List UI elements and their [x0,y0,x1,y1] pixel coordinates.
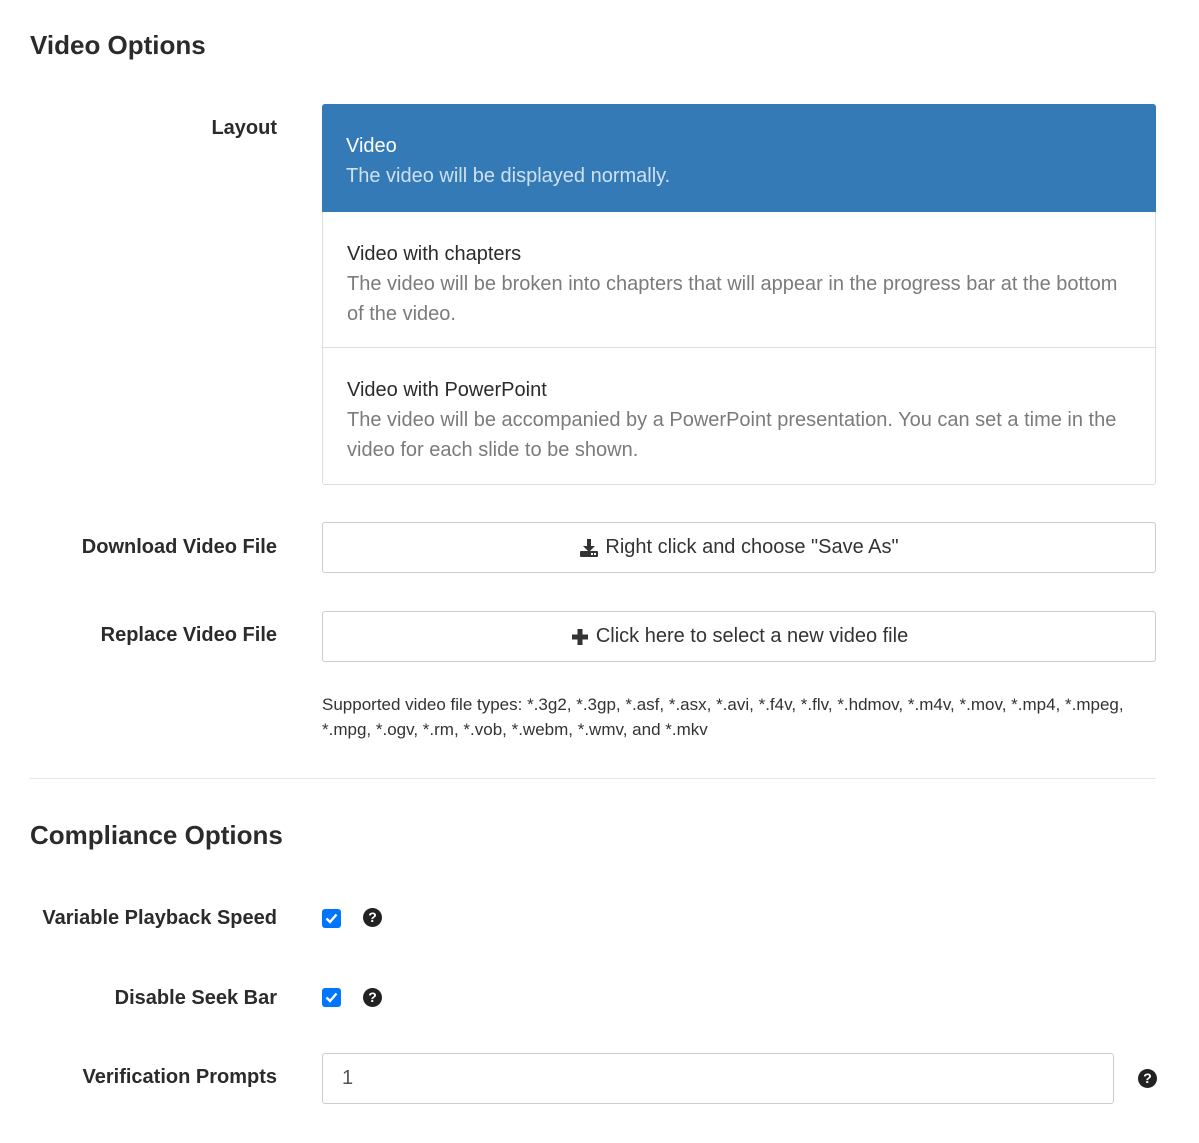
layout-option-video-with-chapters[interactable] [323,212,1155,348]
question-circle-icon[interactable]: ? [363,908,382,927]
layout-option-description: The video will be accompanied by a PowerPoint presentation. You can set a time in the video for each slide to be shown. [347,409,1117,461]
replace-video-file-label: Replace Video File [100,624,277,646]
layout-list [322,104,1156,485]
section-divider [30,778,1156,779]
download-video-button[interactable] [322,522,1156,573]
checkmark-icon [325,913,338,924]
layout-option-description: The video will be displayed normally. [346,165,671,187]
verification-prompts-input[interactable] [322,1053,1114,1104]
disable-seek-bar-label: Disable Seek Bar [114,987,277,1009]
download-video-file-label: Download Video File [81,536,277,558]
video-options-title: Video Options [30,30,206,60]
variable-playback-speed-label: Variable Playback Speed [42,907,277,929]
compliance-options-title: Compliance Options [30,820,283,850]
question-circle-icon[interactable]: ? [1138,1069,1157,1088]
supported-file-types-text: Supported video file types: *.3g2, *.3gp, *.asf, *.asx, *.avi, *.f4v, *.flv, *.hdmov, *.m4v, *.mov, *.mp4, *.mpeg, *.mpg, *.ogv, *.rm, *.vob, *.webm, *.wmv, and *.mkv [322,695,1124,739]
replace-button-label: Click here to select a new video file [595,625,909,647]
layout-option-description: The video will be broken into chapters that will appear in the progress bar at the bottom of the video. [347,273,1118,325]
layout-option-video[interactable] [322,104,1156,212]
verification-prompts-label: Verification Prompts [82,1066,277,1088]
download-button-label: Right click and choose "Save As" [605,536,899,558]
replace-video-button[interactable] [322,611,1156,662]
layout-option-title: Video [346,135,397,157]
plus-icon [570,627,590,647]
layout-label: Layout [211,117,277,139]
layout-option-title: Video with PowerPoint [347,379,547,401]
checkmark-icon [325,992,338,1003]
download-icon [579,538,599,558]
variable-playback-speed-checkbox[interactable] [322,909,341,928]
layout-option-video-with-powerpoint[interactable] [323,349,1155,484]
question-circle-icon[interactable]: ? [363,988,382,1007]
layout-option-title: Video with chapters [347,243,522,265]
disable-seek-bar-checkbox[interactable] [322,988,341,1007]
